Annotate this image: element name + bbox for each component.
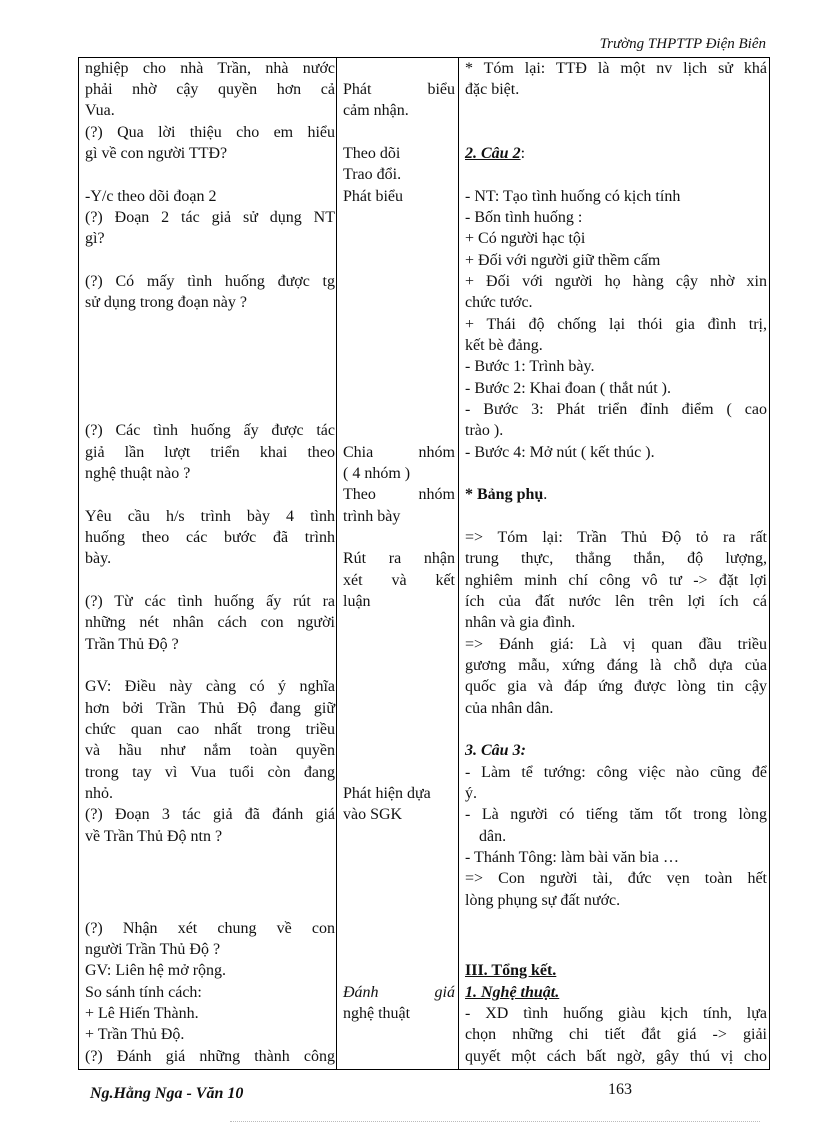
text-line: -Y/c theo dõi đoạn 2 <box>85 188 217 205</box>
text-line: => Đánh giá: Là vị quan đầu triều <box>465 636 767 653</box>
section-heading: 1. Nghệ thuật. <box>465 984 560 1001</box>
lesson-table <box>78 58 770 1070</box>
text-line: ý. <box>465 785 477 802</box>
heading-punct: . <box>543 486 548 503</box>
text-line: bày. <box>85 550 112 567</box>
text-line: ích của đất nước lên trên lợi ích cá <box>465 593 767 610</box>
text-line: trình bày <box>343 508 401 525</box>
text-line: (?) Đánh giá những thành công <box>85 1048 335 1065</box>
text-line: Phát hiện dựa <box>343 785 431 802</box>
text-line: những nét nhân cách con người <box>85 614 335 631</box>
text-line: chọn những chi tiết đắt giá -> giải <box>465 1026 767 1043</box>
text-line: chức tước. <box>465 294 533 311</box>
text-line: gương mẫu, xứng đáng là chỗ dựa của <box>465 657 767 674</box>
text-line: Đánh giá <box>343 984 455 1001</box>
text-line: + Có người hạc tội <box>465 230 586 247</box>
text-line: dân. <box>479 828 507 845</box>
column-divider-2 <box>458 58 459 1069</box>
text-line: trào ). <box>465 422 504 439</box>
text-line: GV: Điều này càng có ý nghĩa <box>85 678 335 695</box>
text-line: chức quan cao nhất trong triều <box>85 721 335 738</box>
text-line: + Trần Thủ Độ. <box>85 1026 185 1043</box>
text-line: - XD tình huống giàu kịch tính, lựa <box>465 1005 767 1022</box>
text-line: gì về con người TTĐ? <box>85 145 228 162</box>
text-line: Trần Thủ Độ ? <box>85 636 179 653</box>
text-line: xét và kết <box>343 572 455 589</box>
text-line: sử dụng trong đoạn này ? <box>85 294 247 311</box>
column-divider-1 <box>336 58 337 1069</box>
section-heading: 3. Câu 3: <box>465 742 526 759</box>
text-line: - Là người có tiếng tăm tốt trong lòng <box>465 806 767 823</box>
text-line: - NT: Tạo tình huống có kịch tính <box>465 188 681 205</box>
text-line: Trao đổi. <box>343 166 402 183</box>
text-line: người Trần Thủ Độ ? <box>85 941 221 958</box>
footer-rule <box>230 1121 760 1122</box>
text-line: => Con người tài, đức vẹn toàn hết <box>465 870 767 887</box>
text-line: - Bước 3: Phát triển đỉnh điểm ( cao <box>465 401 767 418</box>
text-line: (?) Qua lời thiệu cho em hiểu <box>85 124 335 141</box>
text-line: gì? <box>85 230 105 247</box>
text-line: phải nhờ cậy quyền hơn cả <box>85 81 335 98</box>
text-line: Phát biểu <box>343 81 455 98</box>
text-line: GV: Liên hệ mở rộng. <box>85 962 227 979</box>
text-line: - Bốn tình huống : <box>465 209 583 226</box>
bang-phu-heading <box>465 484 767 505</box>
text-line: nghiệp cho nhà Trần, nhà nước <box>85 60 335 77</box>
text-line: quyết một cách bất ngờ, gây thú vị cho <box>465 1048 767 1065</box>
text-line: Vua. <box>85 102 115 119</box>
text-line: về Trần Thủ Độ ntn ? <box>85 828 223 845</box>
text-line: Theo dõi <box>343 145 401 162</box>
text-line: trong tay vì Vua tuổi còn đang <box>85 764 335 781</box>
text-line: => Tóm lại: Trần Thủ Độ tỏ ra rất <box>465 529 767 546</box>
text-line: + Lê Hiến Thành. <box>85 1005 199 1022</box>
text-line: (?) Có mấy tình huống được tg <box>85 273 335 290</box>
text-line: nghệ thuật nào ? <box>85 465 191 482</box>
text-line: + Thái độ chống lại thói gia đình trị, <box>465 316 767 333</box>
text-line: (?) Nhận xét chung về con <box>85 920 335 937</box>
text-line: Rút ra nhận <box>343 550 455 567</box>
text-line: So sánh tính cách: <box>85 984 202 1001</box>
text-line: Phát biểu <box>343 188 403 205</box>
text-line: nghiêm minh chí công vô tư -> đặt lợi <box>465 572 767 589</box>
text-line: hơn bởi Trần Thủ Độ đang giữ <box>85 700 335 717</box>
text-line: - Thánh Tông: làm bài văn bia … <box>465 849 680 866</box>
text-line: Chia nhóm <box>343 444 455 461</box>
text-line: ( 4 nhóm ) <box>343 465 411 482</box>
text-line: (?) Các tình huống ấy được tác <box>85 422 335 439</box>
text-line: đặc biệt. <box>465 81 520 98</box>
text-line: nhỏ. <box>85 785 113 802</box>
text-line: - Bước 1: Trình bày. <box>465 358 595 375</box>
school-header: Trường THPTTP Điện Biên <box>599 36 766 52</box>
text-line: nhân và gia đình. <box>465 614 576 631</box>
text-line: Theo nhóm <box>343 486 455 503</box>
heading-text: 2. Câu 2 <box>465 145 521 162</box>
text-line: + Đối với người họ hàng cậy nhờ xin <box>465 273 767 290</box>
author-footer: Ng.Hằng Nga - Văn 10 <box>90 1085 244 1102</box>
text-line: - Bước 4: Mở nút ( kết thúc ). <box>465 444 655 461</box>
text-line: giả lần lượt triển khai theo <box>85 444 335 461</box>
text-line: (?) Đoạn 2 tác giả sử dụng NT <box>85 209 335 226</box>
text-line: nghệ thuật <box>343 1005 411 1022</box>
text-line: Yêu cầu h/s trình bày 4 tình <box>85 508 335 525</box>
page-number: 163 <box>608 1081 632 1098</box>
text-line: quốc gia và đáp ứng được lòng tin cậy <box>465 678 767 695</box>
heading-punct: : <box>520 145 526 162</box>
text-line: huống theo các bước đã trình <box>85 529 335 546</box>
text-line: cảm nhận. <box>343 102 409 119</box>
section-heading <box>465 143 767 164</box>
section-heading: III. Tổng kết. <box>465 962 557 979</box>
text-line: của nhân dân. <box>465 700 554 717</box>
text-line: - Bước 2: Khai đoan ( thắt nút ). <box>465 380 671 397</box>
text-line: luận <box>343 593 371 610</box>
text-line: * Tóm lại: TTĐ là một nv lịch sử khá <box>465 60 767 77</box>
text-line: và hầu như nắm toàn quyền <box>85 742 335 759</box>
heading-text: * Bảng phụ <box>465 486 544 503</box>
text-line: + Đối với người giữ thềm cấm <box>465 252 661 269</box>
text-line: vào SGK <box>343 806 403 823</box>
text-line: (?) Từ các tình huống ấy rút ra <box>85 593 335 610</box>
text-line: trung thực, thẳng thắn, độ lượng, <box>465 550 767 567</box>
text-line: kết bè đảng. <box>465 337 543 354</box>
text-line: lòng phụng sự đất nước. <box>465 892 621 909</box>
text-line: - Làm tể tướng: công việc nào cũng để <box>465 764 767 781</box>
text-line: (?) Đoạn 3 tác giả đã đánh giá <box>85 806 335 823</box>
